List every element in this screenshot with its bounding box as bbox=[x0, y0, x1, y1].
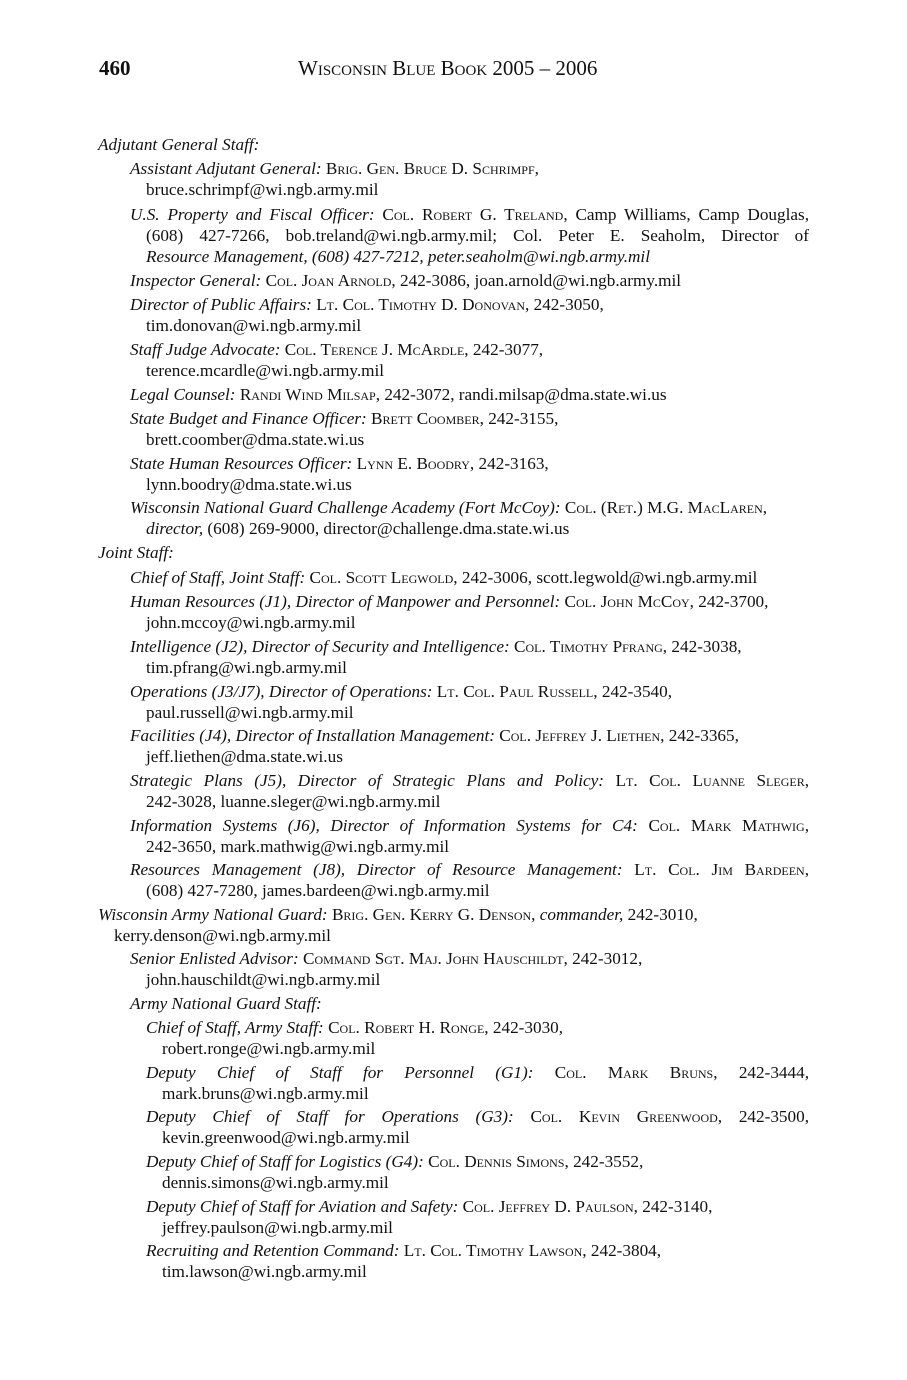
list-item: Facilities (J4), Director of Installation Management: Col. Jeffrey J. Liethen, 242-3365, jeff.liethen@dma.state.wi.us bbox=[130, 726, 739, 766]
list-item: Senior Enlisted Advisor: Command Sgt. Maj. John Hauschildt, 242-3012, john.hauschildt@wi.ngb.army.mil bbox=[130, 949, 643, 989]
section-heading-joint-staff: Joint Staff: bbox=[98, 543, 174, 562]
section-heading-army-national-guard: Wisconsin Army National Guard: Brig. Gen. Kerry G. Denson, commander, 242-3010, kerry.denson@wi.ngb.army.mil bbox=[98, 905, 698, 945]
list-item: Resources Management (J8), Director of Resource Management: Lt. Col. Jim Bardeen, (608) 427-7280, james.bardeen@wi.ngb.army.mil bbox=[130, 860, 810, 900]
list-item: Chief of Staff, Joint Staff: Col. Scott Legwold, 242-3006, scott.legwold@wi.ngb.army.mil bbox=[130, 568, 758, 587]
subsection-heading-army-staff: Army National Guard Staff: bbox=[130, 994, 322, 1013]
list-item: Inspector General: Col. Joan Arnold, 242-3086, joan.arnold@wi.ngb.army.mil bbox=[130, 271, 682, 290]
list-item: Chief of Staff, Army Staff: Col. Robert H. Ronge, 242-3030, robert.ronge@wi.ngb.army.mil bbox=[146, 1018, 564, 1058]
list-item: Deputy Chief of Staff for Aviation and Safety: Col. Jeffrey D. Paulson, 242-3140, jeffrey.paulson@wi.ngb.army.mil bbox=[146, 1197, 713, 1237]
list-item: Deputy Chief of Staff for Operations (G3): Col. Kevin Greenwood, 242-3500, kevin.greenwood@wi.ngb.army.mil bbox=[146, 1107, 810, 1147]
list-item: Assistant Adjutant General: Brig. Gen. Bruce D. Schrimpf, bruce.schrimpf@wi.ngb.army.mil bbox=[130, 159, 539, 199]
page-number: 460 bbox=[99, 56, 131, 80]
list-item: Human Resources (J1), Director of Manpower and Personnel: Col. John McCoy, 242-3700, john.mccoy@wi.ngb.army.mil bbox=[130, 592, 769, 632]
list-item: Staff Judge Advocate: Col. Terence J. McArdle, 242-3077, terence.mcardle@wi.ngb.army.mil bbox=[130, 340, 544, 380]
running-title: Wisconsin Blue Book 2005 – 2006 bbox=[298, 56, 598, 80]
list-item: Director of Public Affairs: Lt. Col. Timothy D. Donovan, 242-3050, tim.donovan@wi.ngb.army.mil bbox=[130, 295, 604, 335]
list-item: Intelligence (J2), Director of Security and Intelligence: Col. Timothy Pfrang, 242-3038, tim.pfrang@wi.ngb.army.mil bbox=[130, 637, 742, 677]
list-item: State Budget and Finance Officer: Brett Coomber, 242-3155, brett.coomber@dma.state.wi.us bbox=[130, 409, 559, 449]
list-item: Recruiting and Retention Command: Lt. Col. Timothy Lawson, 242-3804, tim.lawson@wi.ngb.army.mil bbox=[146, 1241, 662, 1281]
list-item: Strategic Plans (J5), Director of Strategic Plans and Policy: Lt. Col. Luanne Sleger, 242-3028, luanne.sleger@wi.ngb.army.mil bbox=[130, 771, 810, 811]
list-item: Wisconsin National Guard Challenge Academy (Fort McCoy): Col. (Ret.) M.G. MacLaren, director, (608) 269-9000, director@challenge.dma.state.wi.us bbox=[130, 498, 768, 538]
usp-fo-line2: (608) 427-7266, bob.treland@wi.ngb.army.mil; Col. Peter E. Seaholm, Director of bbox=[146, 226, 809, 245]
list-item: State Human Resources Officer: Lynn E. Boodry, 242-3163, lynn.boodry@dma.state.wi.us bbox=[130, 454, 549, 494]
list-item: U.S. Property and Fiscal Officer: Col. Robert G. Treland, Camp Williams, Camp Douglas, (608) 427-7266, bob.treland@wi.ngb.army.mil; Col. Peter E. Seaholm, Director of Resource Management, (608) 427-7212, peter.seaholm@wi.ngb.army.mil bbox=[130, 205, 809, 266]
list-item: Deputy Chief of Staff for Logistics (G4): Col. Dennis Simons, 242-3552, dennis.simons@wi.ngb.army.mil bbox=[146, 1152, 644, 1192]
section-heading-adjutant-general-staff: Adjutant General Staff: bbox=[98, 135, 260, 154]
list-item: Information Systems (J6), Director of Information Systems for C4: Col. Mark Mathwig, 242-3650, mark.mathwig@wi.ngb.army.mil bbox=[130, 816, 809, 856]
list-item: Operations (J3/J7), Director of Operations: Lt. Col. Paul Russell, 242-3540, paul.russell@wi.ngb.army.mil bbox=[130, 682, 673, 722]
list-item: Legal Counsel: Randi Wind Milsap, 242-3072, randi.milsap@dma.state.wi.us bbox=[130, 385, 667, 404]
list-item: Deputy Chief of Staff for Personnel (G1): Col. Mark Bruns, 242-3444, mark.bruns@wi.ngb.army.mil bbox=[146, 1063, 809, 1103]
